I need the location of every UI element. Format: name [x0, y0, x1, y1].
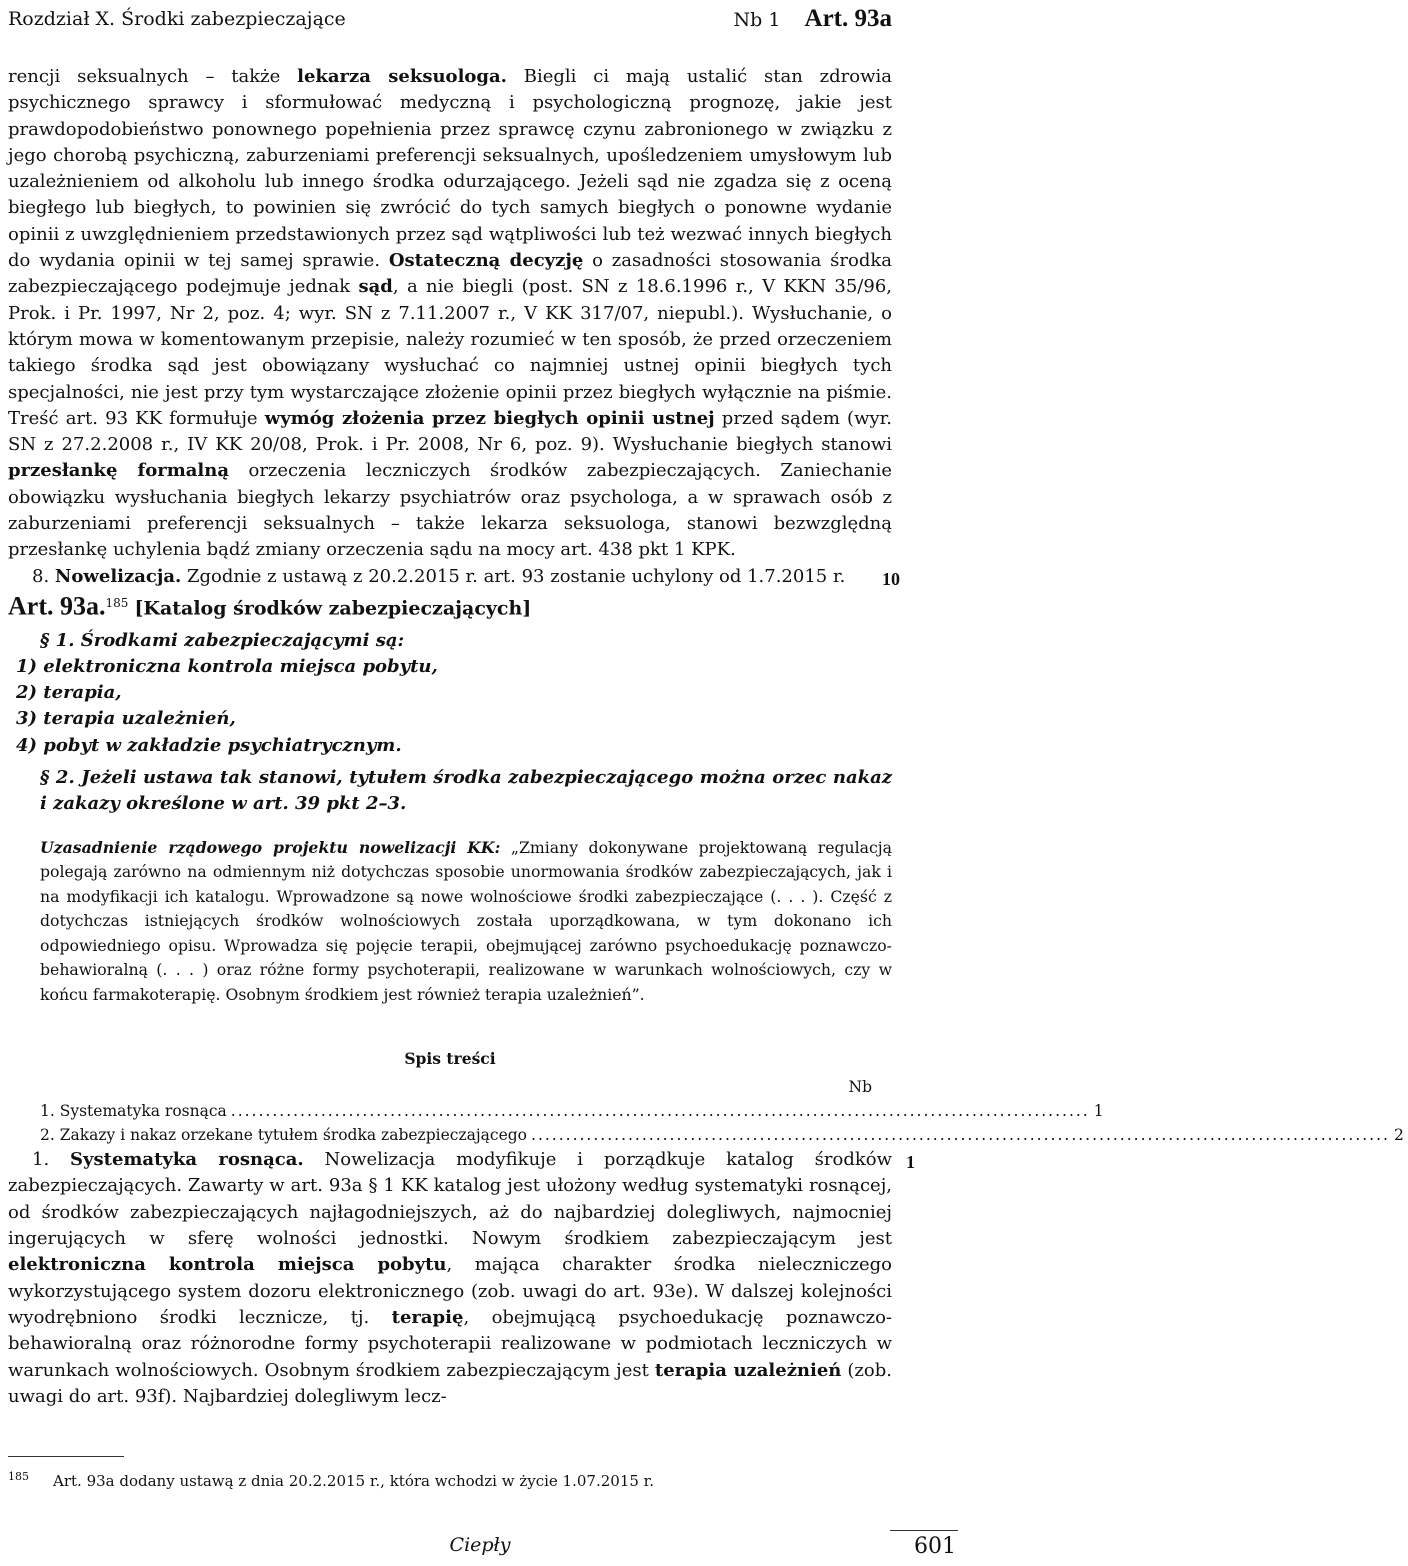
footnote-ref: 185 — [105, 595, 129, 610]
toc-row[interactable]: 2. Zakazy i nakaz orzekane tytułem środka zabezpieczającego ............................................................................................................................ 2 — [8, 1123, 892, 1147]
footnote-rule — [8, 1456, 124, 1457]
table-of-contents — [8, 1047, 1404, 1147]
measure-list-item: 4) pobyt w zakładzie psychiatrycznym. — [16, 734, 402, 756]
main-text — [8, 64, 1404, 1410]
article-heading — [8, 590, 892, 622]
footnote-text: Art. 93a dodany ustawą z dnia 20.2.2015 r., która wchodzi w życie 1.07.2015 r. — [53, 1472, 654, 1490]
article-catalog-title: [Katalog środków zabezpieczających] — [134, 597, 532, 620]
chapter-title: Rozdział X. Środki zabezpieczające — [8, 8, 346, 30]
justification-text: „Zmiany dokonywane projektowaną regulacją polegają zarówno na odmiennym niż dotychczas sposobie unormowania środków zabezpieczających, jak i na modyfikacji ich katalogu. Wprowadzone są nowe wolnościowe środki zabezpieczające (. . . ). Część z dotychczas istniejących środków wolnościowych została uporządkowana, w tym dokonano ich odpowiedniego opisu. Wprowadza się pojęcie terapii, obejmującej zarówno psychoedukację poznawczo-behawioralną (. . . ) oraz różne formy psychoterapii, realizowane w warunkach wolnościowych, czy w końcu farmakoterapię. Osobnym środkiem jest również terapia uzależnień”. — [40, 837, 893, 1004]
toc-leader: ............................................................................................................................ — [230, 1102, 1090, 1121]
header-article: Art. 93a — [804, 5, 892, 32]
commentary-paragraph: rencji seksualnych – także lekarza seksuologa. Biegli ci mają ustalić stan zdrowia psychicznego sprawcy i sformułować medyczną i psychologiczną prognozę, jakie jest prawdopodobieństwo ponownego popełnienia przez sprawcę czynu zabronionego w związku z jego chorobą psychiczną, zaburzeniami preferencji seksualnych, upośledzeniem umysłowym lub uzależnieniem od alkoholu lub innego środka odurzającego. Jeżeli sąd nie zgadza się z oceną biegłego lub biegłych, to powinien się zwrócić do tych samych biegłych o ponowne wydanie opinii z uwzględnieniem przedstawionych przez sąd wątpliwości lub też wezwać innych biegłych do wydania opinii w tej samej sprawie. Ostateczną decyzję o zasadności stosowania środka zabezpieczającego podejmuje jednak sąd, a nie biegli (post. SN z 18.6.1996 r., V KKN 35/96, Prok. i Pr. 1997, Nr 2, poz. 4; wyr. SN z 7.11.2007 r., V KK 317/07, niepubl.). Wysłuchanie, o którym mowa w komentowanym przepisie, należy rozumieć w ten sposób, że przed orzeczeniem takiego środka sąd jest obowiązany wysłuchać co najmniej ustnej opinii biegłych tych specjalności, nie jest przy tym wystarczające złożenie opinii przez biegłych wyłącznie na piśmie. Treść art. 93 KK formułuje wymóg złożenia przez biegłych opinii ustnej przed sądem (wyr. SN z 27.2.2008 r., IV KK 20/08, Prok. i Pr. 2008, Nr 6, poz. 9). Wysłuchanie biegłych stanowi przesłankę formalną orzeczenia leczniczych środków zabezpieczających. Zaniechanie obowiązku wysłuchania biegłych lekarzy psychiatrów oraz psychologa, a w sprawach osób z zaburzeniami preferencji seksualnych – także lekarza seksuologa, stanowi bezwzględną przesłankę uchylenia bądź zmiany orzeczenia sądu na mocy art. 438 pkt 1 KPK. — [8, 66, 893, 561]
measure-list-item: 2) terapia, — [16, 682, 122, 704]
margin-number: 10 — [882, 568, 900, 589]
page-number-rule — [890, 1530, 958, 1531]
measure-list-item: 1) elektroniczna kontrola miejsca pobytu, — [16, 655, 438, 677]
author-name: Ciepły — [449, 1534, 511, 1556]
toc-title: Spis treści — [404, 1049, 496, 1069]
justification-quote — [8, 836, 892, 1008]
justification-lead: Uzasadnienie rządowego projektu nowelizacji KK: — [40, 837, 501, 857]
toc-row[interactable]: 1. Systematyka rosnąca ............................................................................................................................ 1 — [8, 1099, 892, 1123]
toc-nb-header: Nb — [848, 1078, 872, 1097]
article-paragraph-2: § 2. Jeżeli ustawa tak stanowi, tytułem środka zabezpieczającego można orzec nakaz i zakazy określone w art. 39 pkt 2–3. — [40, 767, 892, 815]
measure-list-item: 3) terapia uzależnień, — [16, 708, 236, 730]
toc-leader: ............................................................................................................................ — [531, 1126, 1390, 1145]
page-number: 601 — [914, 1534, 956, 1559]
section-1-paragraph: 1. Systematyka rosnąca. Nowelizacja modyfikuje i porządkuje katalog środków zabezpieczających. Zawarty w art. 93a § 1 KK katalog jest ułożony według systematyki rosnącej, od środków zabezpieczających najłagodniejszych, aż do najbardziej dolegliwych, najmocniej ingerujących w sferę wolności jednostki. Nowym środkiem zabezpieczającym jest elektroniczna kontrola miejsca pobytu, mająca charakter środka nieleczniczego wykorzystującego system dozoru elektronicznego (zob. uwagi do art. 93e). W dalszej kolejności wyodrębniono środki lecznicze, tj. terapię, obejmującą psychoedukację poznawczo-behawioralną oraz różnorodne formy psychoterapii realizowane w podmiotach leczniczych w warunkach wolnościowych. Osobnym środkiem zabezpieczającym jest terapia uzależnień (zob. uwagi do art. 93f). Najbardziej dolegliwym lecz- 1 — [8, 1149, 915, 1407]
article-number: Art. 93a. — [8, 591, 106, 621]
header-right — [734, 2, 892, 37]
article-paragraph-1: § 1. Środkami zabezpieczającymi są: — [40, 629, 405, 651]
running-header — [8, 2, 892, 36]
margin-number: 1 — [906, 1152, 915, 1173]
item-8: 8. Nowelizacja. Zgodnie z ustawą z 20.2.2015 r. art. 93 zostanie uchylony od 1.7.2015 r. 10 — [8, 564, 892, 590]
footnote — [8, 1466, 654, 1492]
margin-number-range: Nb 1 — [733, 9, 781, 31]
footnote-number: 185 — [8, 1470, 29, 1483]
